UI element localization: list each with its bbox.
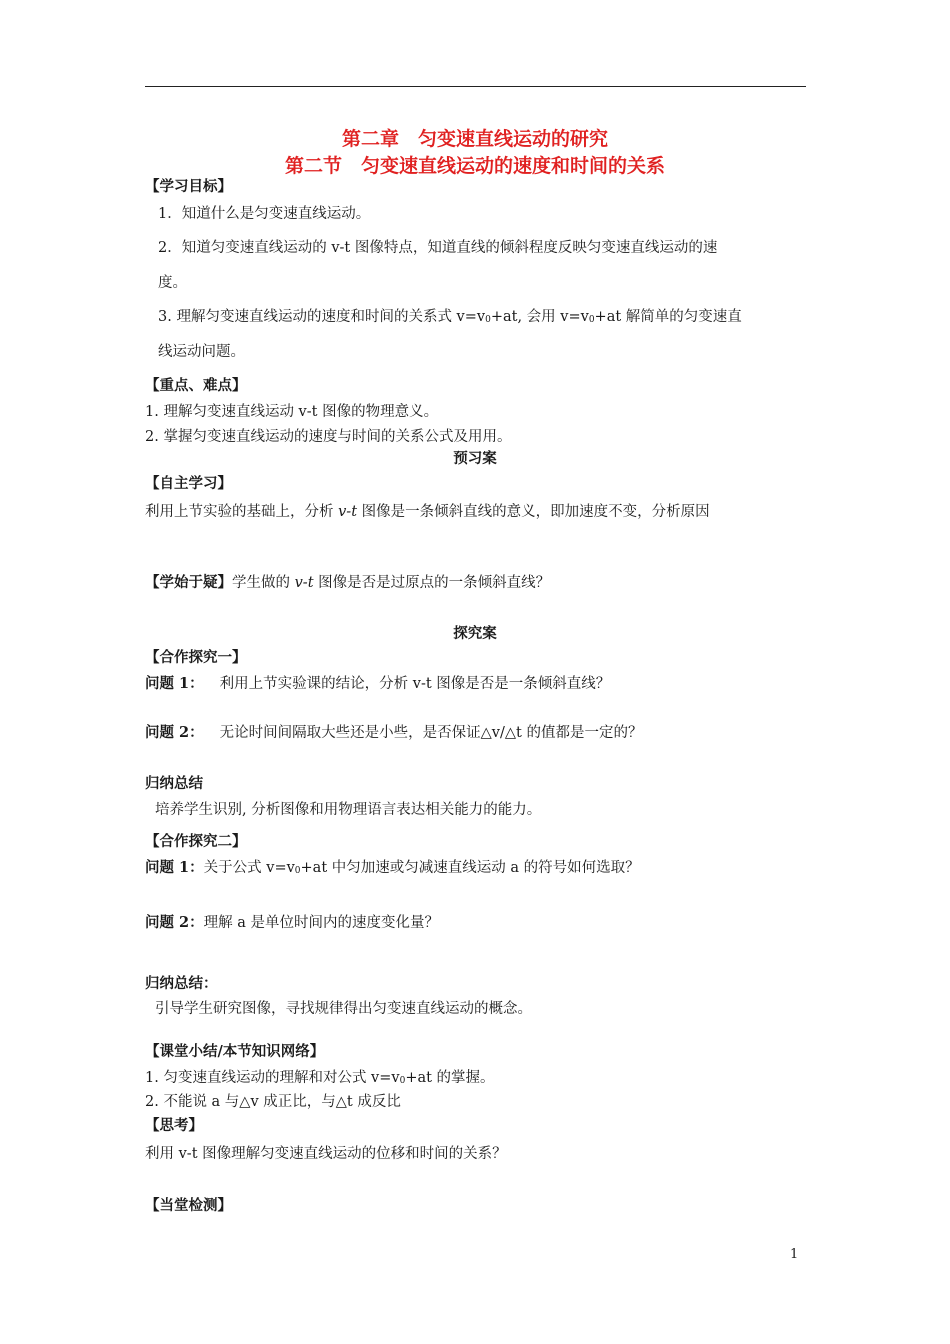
coop2-question-2: 问题 2：理解 a 是单位时间内的速度变化量？ xyxy=(145,914,440,931)
summary2-text: 引导学生研究图像，寻找规律得出匀变速直线运动的概念。 xyxy=(155,1001,532,1017)
objective-item-3-line2: 线运动问题。 xyxy=(158,344,245,360)
objectives-heading: 【学习目标】 xyxy=(145,178,232,195)
check-heading: 【当堂检测】 xyxy=(145,1197,232,1214)
coop2-heading: 【合作探究二】 xyxy=(145,833,247,850)
coop2-question-1: 问题 1：关于公式 $v=v_0+at$ 中匀加速或匀减速直线运动 a 的符号如何选取？ xyxy=(145,859,640,876)
chapter-title: 第二章 匀变速直线运动的研究 xyxy=(341,128,608,150)
objective-item-2-line2: 度。 xyxy=(158,275,187,291)
coop1-heading: 【合作探究一】 xyxy=(145,649,247,666)
explore-heading: 探究案 xyxy=(453,625,497,642)
page-number: 1 xyxy=(790,1247,799,1262)
key-point-2: 2. 掌握匀变速直线运动的速度与时间的关系公式及用用。 xyxy=(145,429,512,445)
preview-heading: 预习案 xyxy=(453,450,497,467)
think-text: 利用 v-t 图像理解匀变速直线运动的位移和时间的关系？ xyxy=(145,1146,507,1162)
self-study-heading: 【自主学习】 xyxy=(145,475,232,492)
key-point-1: 1. 理解匀变速直线运动 v-t 图像的物理意义。 xyxy=(145,404,439,420)
summary2-heading: 归纳总结： xyxy=(145,975,218,992)
objective-item-1: 1．知道什么是匀变速直线运动。 xyxy=(158,206,371,222)
think-heading: 【思考】 xyxy=(145,1117,203,1134)
objective-item-2-line1: 2．知道匀变速直线运动的 v-t 图像特点，知道直线的倾斜程度反映匀变速直线运动的速 xyxy=(158,240,718,256)
key-points-heading: 【重点、难点】 xyxy=(145,377,247,394)
class-summary-item-2: 2. 不能说 a 与△v 成正比，与△t 成反比 xyxy=(145,1094,401,1110)
coop1-question-2: 问题 2： 无论时间间隔取大些还是小些，是否保证△v/△t 的值都是一定的？ xyxy=(145,724,643,741)
summary1-heading: 归纳总结 xyxy=(145,775,203,792)
doubt-line: 【学始于疑】学生做的 v-t 图像是否是过原点的一条倾斜直线？ xyxy=(145,574,551,591)
class-summary-heading: 【课堂小结/本节知识网络】 xyxy=(145,1043,325,1060)
class-summary-item-1: 1. 匀变速直线运动的理解和对公式 $v=v_0+at$ 的掌握。 xyxy=(145,1070,495,1086)
header-rule xyxy=(145,86,806,87)
coop1-question-1: 问题 1： 利用上节实验课的结论，分析 v-t 图像是否是一条倾斜直线？ xyxy=(145,675,611,692)
summary1-text: 培养学生识别, 分析图像和用物理语言表达相关能力的能力。 xyxy=(155,802,542,818)
section-title: 第二节 匀变速直线运动的速度和时间的关系 xyxy=(284,155,665,177)
objective-item-3-line1: 3. 理解匀变速直线运动的速度和时间的关系式 $v=v_0+at$, 会用 $v=v_0+at$ 解简单的匀变速直 xyxy=(158,309,742,325)
self-study-text: 利用上节实验的基础上，分析 v-t 图像是一条倾斜直线的意义，即加速度不变，分析原因 xyxy=(145,504,710,520)
